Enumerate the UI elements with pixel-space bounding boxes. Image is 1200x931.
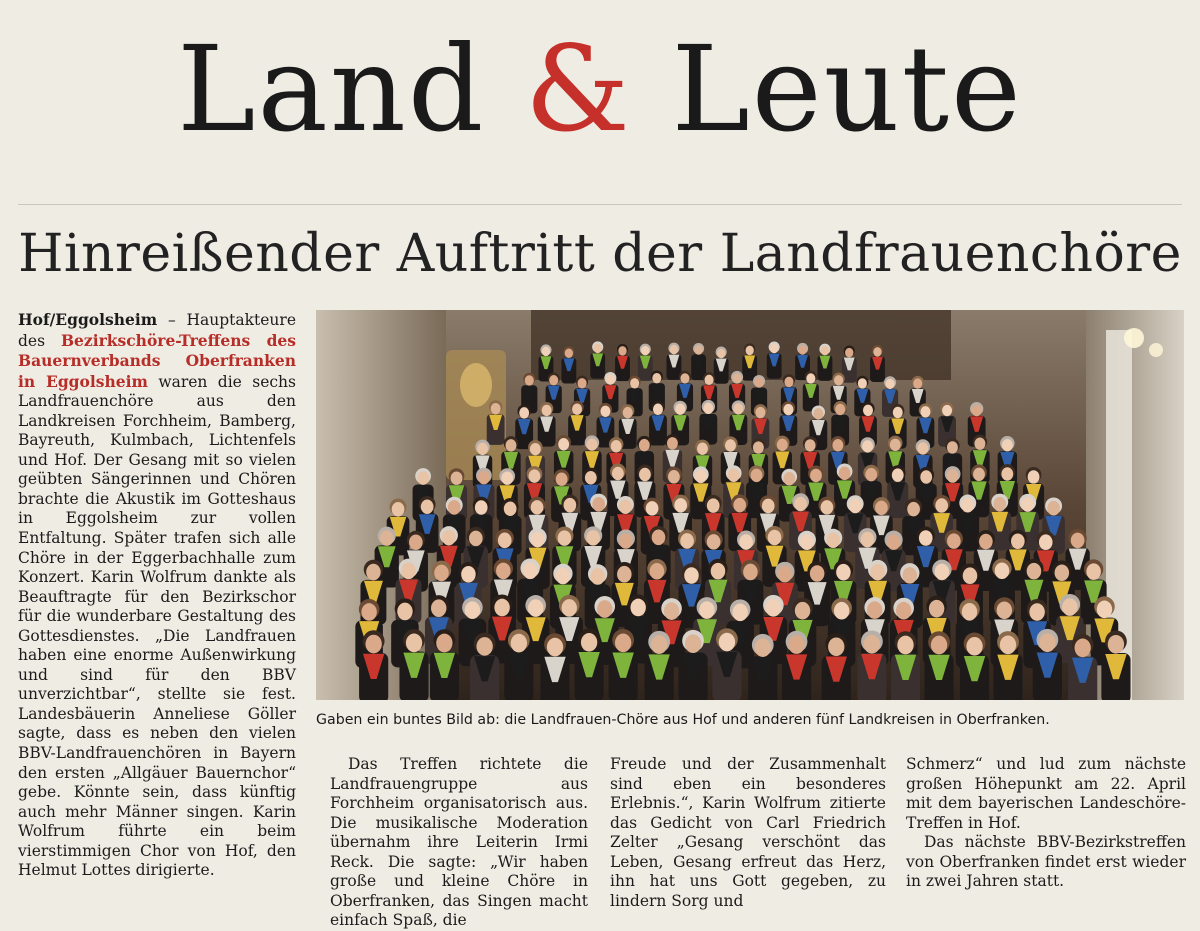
singer-face (1021, 497, 1034, 512)
chandelier-light (1149, 343, 1163, 357)
singer-face (705, 375, 714, 385)
singer-face (1039, 633, 1055, 652)
singer-face (836, 564, 851, 581)
singer-face (717, 349, 725, 359)
singer-face (519, 407, 529, 418)
singer-face (947, 441, 958, 453)
singer-face (564, 498, 577, 513)
singer-face (448, 500, 461, 515)
singer-face (578, 378, 587, 388)
singer-face (1108, 635, 1124, 654)
singer-face (1047, 501, 1060, 516)
singer-face (919, 530, 933, 546)
singer-face (813, 408, 823, 419)
singer-face (1001, 467, 1013, 480)
singer-face (586, 530, 600, 546)
singer-face (942, 405, 952, 416)
singer-face (380, 530, 394, 546)
singer-face (746, 346, 754, 356)
singer-face (531, 500, 544, 515)
singer-face (547, 638, 563, 657)
singer-face (826, 532, 840, 548)
singer-face (703, 403, 713, 414)
singer-face (475, 500, 488, 515)
singer-face (784, 377, 793, 387)
singer-face (619, 533, 633, 549)
singer-face (972, 405, 982, 416)
singer-face (615, 634, 631, 653)
masthead-ampersand: & (524, 20, 632, 158)
section-masthead (0, 14, 1200, 164)
singer-face (870, 564, 885, 581)
singer-face (697, 443, 708, 455)
singer-face (556, 568, 571, 585)
singer-face (650, 563, 665, 580)
singer-face (743, 564, 758, 581)
singer-face (421, 499, 434, 514)
singer-face (667, 437, 678, 449)
singer-face (890, 439, 901, 451)
singer-face (542, 405, 552, 416)
singer-face (1039, 534, 1053, 550)
singer-face (707, 498, 720, 513)
singer-face (821, 346, 829, 356)
singer-face (707, 534, 721, 550)
article-paragraph-1-body: waren die sechs Landfrauenchöre aus den Landkreisen Forchheim, Bamberg, Bayreuth, Kulmbach, Lichtenfels und Hof. Der Gesang mit so vielen geübten Sängerinnen und Chören brachte die Akustik im Gotteshaus in Eggolsheim zur vollen Entfaltung. Später trafen sich alle Chöre in der Eggerbachhalle zum Konzert. Karin Wolfrum dankte als Beauftragte für den Bezirkschor für die wunderbare Gestaltung des Gottesdienstes. „Die Landfrauen haben eine enorme Außenwirkung und sind für den BBV unverzichtbar“, stellte sie fest. Landesbäuerin Anneliese Göller sagte, dass es neben den vielen BBV-Landfrauenchören in Bayern den ersten „Allgäuer Bauernchor“ gebe. Könnte sein, dass künftig auch mehr Männer singen. Karin Wolfrum führte ein beim vierstimmigen Chor von Hof, den Helmut Lottes dirigierte. (18, 372, 296, 880)
singer-face (590, 568, 605, 585)
singer-face (531, 532, 545, 548)
article-column-3 (610, 755, 886, 911)
singer-face (1011, 533, 1025, 549)
singer-face (751, 469, 763, 482)
singer-face (835, 404, 845, 415)
singer-face (810, 469, 822, 482)
singer-face (845, 348, 853, 358)
singer-face (806, 373, 815, 383)
singer-face (755, 638, 771, 657)
singer-face (832, 439, 843, 451)
singer-face (834, 375, 843, 385)
singer-face (892, 468, 904, 481)
singer-face (530, 443, 541, 455)
singer-face (867, 601, 882, 619)
singer-face (630, 599, 645, 617)
singer-face (664, 602, 679, 620)
singer-face (641, 346, 649, 356)
singer-face (805, 439, 816, 451)
singer-face (592, 497, 605, 512)
singer-face (674, 498, 687, 513)
singer-face (1027, 563, 1042, 580)
article-column-1 (18, 310, 296, 881)
singer-face (1071, 533, 1085, 549)
singer-face (875, 501, 888, 516)
singer-face (766, 599, 781, 617)
singer-face (849, 499, 862, 514)
singer-face (511, 634, 527, 653)
article-paragraph-1 (18, 310, 296, 881)
singer-face (558, 530, 572, 546)
singer-face (504, 502, 517, 517)
singer-face (897, 636, 913, 655)
singer-face (1002, 439, 1013, 451)
singer-face (525, 375, 534, 385)
singer-face (606, 374, 615, 384)
singer-face (476, 637, 492, 656)
singer-face (556, 473, 568, 486)
singer-face (695, 470, 707, 483)
singer-face (651, 635, 667, 654)
singer-face (611, 440, 622, 452)
singer-face (366, 564, 381, 581)
singer-face (653, 404, 663, 415)
singer-face (962, 603, 977, 621)
singer-face (1000, 636, 1016, 655)
singer-face (1055, 564, 1070, 581)
singer-face (755, 377, 764, 387)
singer-face (478, 471, 490, 484)
singer-face (858, 378, 867, 388)
singer-face (586, 438, 597, 450)
singer-face (562, 599, 577, 617)
singer-face (619, 499, 632, 514)
singer-face (966, 637, 982, 656)
singer-face (733, 498, 746, 513)
singer-face (1062, 598, 1077, 616)
singer-face (907, 502, 920, 517)
singer-face (834, 602, 849, 620)
singer-face (794, 497, 807, 512)
singer-face (711, 563, 726, 580)
singer-face (917, 442, 928, 454)
singer-face (668, 470, 680, 483)
singer-face (947, 533, 961, 549)
singer-face (973, 468, 985, 481)
singer-face (995, 562, 1010, 579)
singer-face (496, 563, 511, 580)
singer-face (366, 635, 382, 654)
singer-face (680, 373, 689, 383)
singer-face (594, 344, 602, 354)
singer-face (572, 403, 582, 414)
singer-face (931, 636, 947, 655)
singer-face (506, 439, 517, 451)
singer-face (733, 403, 743, 414)
chandelier-light (1124, 328, 1144, 348)
singer-face (755, 407, 765, 418)
singer-face (732, 604, 747, 622)
singer-face (893, 407, 903, 418)
article-paragraph-2: Das Treffen richtete die Landfrauengruppe aus Forchheim organisatorisch aus. Die musikalische Moderation übernahm ihre Leiterin Irmi Reck. Die sagte: „Wir haben große und kleine Chöre in Oberfranken, das Singen macht einfach Spaß, die (330, 755, 588, 930)
singer-face (675, 403, 685, 414)
singer-face (694, 345, 702, 355)
singer-face (618, 346, 626, 356)
singer-face (699, 601, 714, 619)
singer-face (685, 634, 701, 653)
singer-face (997, 601, 1012, 619)
singer-face (600, 406, 610, 417)
singer-face (401, 563, 416, 580)
singer-face (920, 470, 932, 483)
singer-face (795, 602, 810, 620)
singer-face (777, 439, 788, 451)
singer-face (565, 349, 573, 359)
singer-face (1097, 601, 1112, 619)
singer-face (861, 532, 875, 548)
singer-face (652, 373, 661, 383)
singer-face (684, 567, 699, 584)
singer-face (581, 633, 597, 652)
article-lead-text: – Hauptakteure des (18, 311, 296, 350)
singer-face (491, 403, 501, 414)
singer-face (1075, 639, 1091, 658)
singer-face (409, 535, 423, 551)
article-paragraph-2-continued: Freude und der Zusammenhalt sind eben ein besonderes Erlebnis.“, Karin Wolfrum zitierte das Gedicht von Carl Friedrich Zelter „Gesang verschönt das Leben, Gesang erfreut das Herz, ihn hat uns Gott gegeben, zu lindern Sorg und (610, 755, 886, 910)
singer-face (886, 379, 895, 389)
singer-face (465, 601, 480, 619)
singer-face (585, 471, 597, 484)
singer-face (821, 500, 834, 515)
article-column-4 (906, 755, 1186, 892)
singer-face (896, 602, 911, 620)
singer-face (913, 378, 922, 388)
singer-face (788, 635, 804, 654)
singer-face (501, 471, 513, 484)
singer-face (680, 533, 694, 549)
singer-face (1028, 470, 1040, 483)
singer-face (719, 633, 735, 652)
singer-face (961, 498, 974, 513)
singer-face (558, 438, 569, 450)
choir-photo-illustration (316, 310, 1184, 700)
singer-face (523, 563, 538, 580)
singer-face (839, 467, 851, 480)
singer-face (993, 497, 1006, 512)
singer-face (929, 600, 944, 618)
article-headline: Hinreißender Auftritt der Landfrauenchöre (18, 224, 1182, 284)
singer-face (947, 469, 959, 482)
singer-face (623, 407, 633, 418)
singer-face (979, 534, 993, 550)
singer-face (529, 469, 541, 482)
singer-face (528, 599, 543, 617)
singer-face (865, 468, 877, 481)
photo-caption: Gaben ein buntes Bild ab: die Landfrauen-Chöre aus Hof und anderen fünf Landkreisen in Oberfranken. (316, 712, 1050, 728)
singer-face (770, 344, 778, 354)
singer-face (783, 472, 795, 485)
singer-face (417, 471, 429, 484)
singer-face (442, 530, 456, 546)
singer-face (652, 530, 666, 546)
singer-face (670, 345, 678, 355)
singer-face (798, 345, 806, 355)
singer-face (617, 566, 632, 583)
singer-face (903, 567, 918, 584)
singer-face (431, 599, 446, 617)
singer-face (436, 634, 452, 653)
singer-face (800, 534, 814, 550)
article-lead-highlight: Bezirkschöre-Treffens des Bauernverbands Oberfranken in Eggolsheim (18, 330, 296, 391)
singer-face (461, 566, 476, 583)
singer-face (498, 533, 512, 549)
choir-photo (316, 310, 1184, 700)
article-paragraph-2-end: Schmerz“ und lud zum nächste großen Höhepunkt am 22. April mit dem bayerischen Landeschöre-Treffen in Hof. (906, 755, 1186, 832)
singer-face (646, 501, 659, 516)
section-divider (18, 204, 1182, 205)
singer-face (873, 347, 881, 357)
singer-face (406, 634, 422, 653)
singer-face (725, 439, 736, 451)
singer-face (451, 471, 463, 484)
singer-face (1029, 603, 1044, 621)
singer-face (887, 534, 901, 550)
singer-face (542, 347, 550, 357)
singer-face (753, 441, 764, 453)
singer-face (935, 498, 948, 513)
article-column-2 (330, 755, 588, 931)
singer-face (361, 603, 376, 621)
singer-face (1086, 563, 1101, 580)
singer-face (739, 534, 753, 550)
singer-face (469, 531, 483, 547)
singer-face (778, 566, 793, 583)
singer-face (477, 443, 488, 455)
singer-face (963, 567, 978, 584)
masthead-word-land: Land (177, 20, 486, 158)
singer-face (862, 440, 873, 452)
singer-face (762, 499, 775, 514)
singer-face (728, 468, 740, 481)
singer-face (549, 375, 558, 385)
article-dateline: Hof/Eggolsheim (18, 310, 158, 329)
singer-face (974, 437, 985, 449)
singer-face (630, 378, 639, 388)
singer-face (397, 603, 412, 621)
singer-face (639, 439, 650, 451)
singer-face (434, 565, 449, 582)
singer-face (768, 530, 782, 546)
singer-face (810, 565, 825, 582)
masthead-word-leute: Leute (671, 20, 1023, 158)
singer-face (920, 406, 930, 417)
singer-face (612, 467, 624, 480)
statue-figure (460, 363, 492, 407)
singer-face (863, 405, 873, 416)
article-paragraph-3: Das nächste BBV-Bezirkstreffen von Oberfranken findet erst wieder in zwei Jahren statt. (906, 833, 1186, 891)
singer-face (494, 599, 509, 617)
singer-face (392, 502, 405, 517)
singer-face (783, 404, 793, 415)
singer-face (935, 564, 950, 581)
singer-face (828, 637, 844, 656)
singer-face (597, 600, 612, 618)
singer-face (639, 468, 651, 481)
singer-face (733, 373, 742, 383)
singer-face (864, 635, 880, 654)
